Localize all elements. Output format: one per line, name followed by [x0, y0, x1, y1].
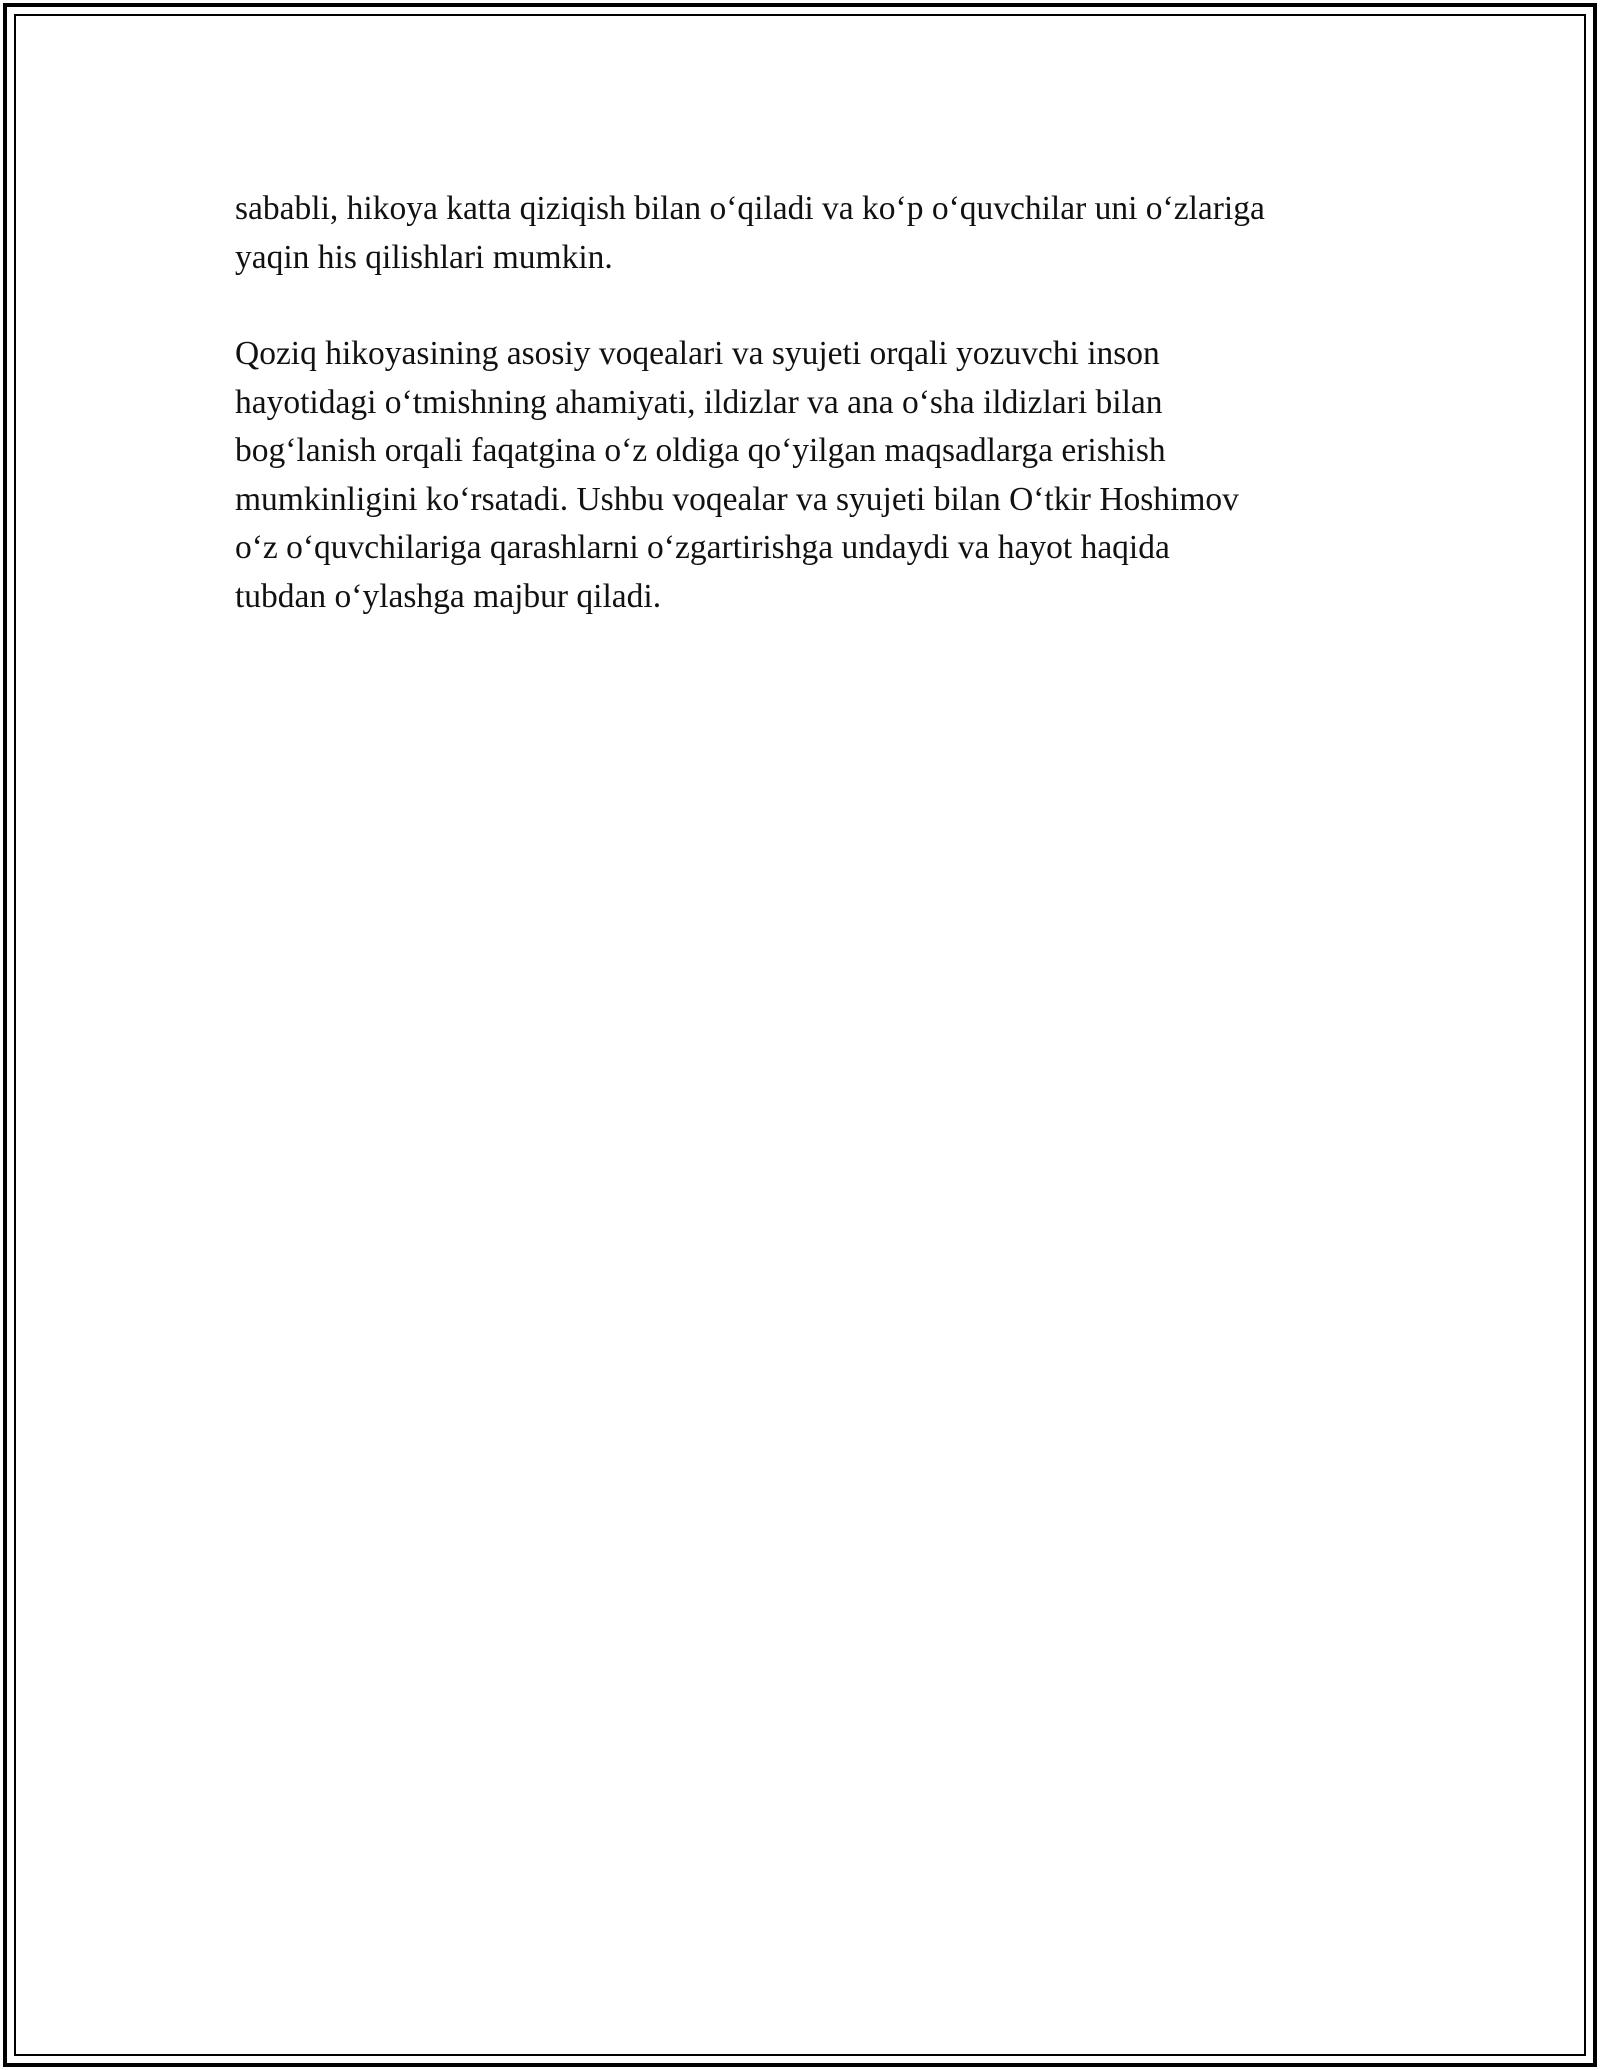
text-line: tubdan o‘ylashga majbur qiladi.	[235, 577, 662, 615]
text-line: bog‘lanish orqali faqatgina o‘z oldiga qo‘yilgan maqsadlarga erishish	[235, 432, 1166, 469]
text-line: hayotidagi o‘tmishning ahamiyati, ildizlar va ana o‘sha ildizlari bilan	[235, 383, 1163, 421]
text-line: o‘z o‘quvchilariga qarashlarni o‘zgartirishga undaydi va hayot haqida	[235, 529, 1170, 566]
text-line: sababli, hikoya katta qiziqish bilan o‘qiladi va ko‘p o‘quvchilar uni o‘zlariga	[235, 190, 1265, 227]
paragraph-1	[235, 185, 1415, 282]
text-line: yaqin his qilishlari mumkin.	[235, 238, 613, 276]
text-line: Qoziq hikoyasining asosiy voqealari va syujeti orqali yozuvchi inson	[235, 335, 1160, 372]
document-body	[235, 185, 1415, 621]
paragraph-2	[235, 330, 1415, 621]
text-line: mumkinligini ko‘rsatadi. Ushbu voqealar va syujeti bilan O‘tkir Hoshimov	[235, 480, 1239, 518]
